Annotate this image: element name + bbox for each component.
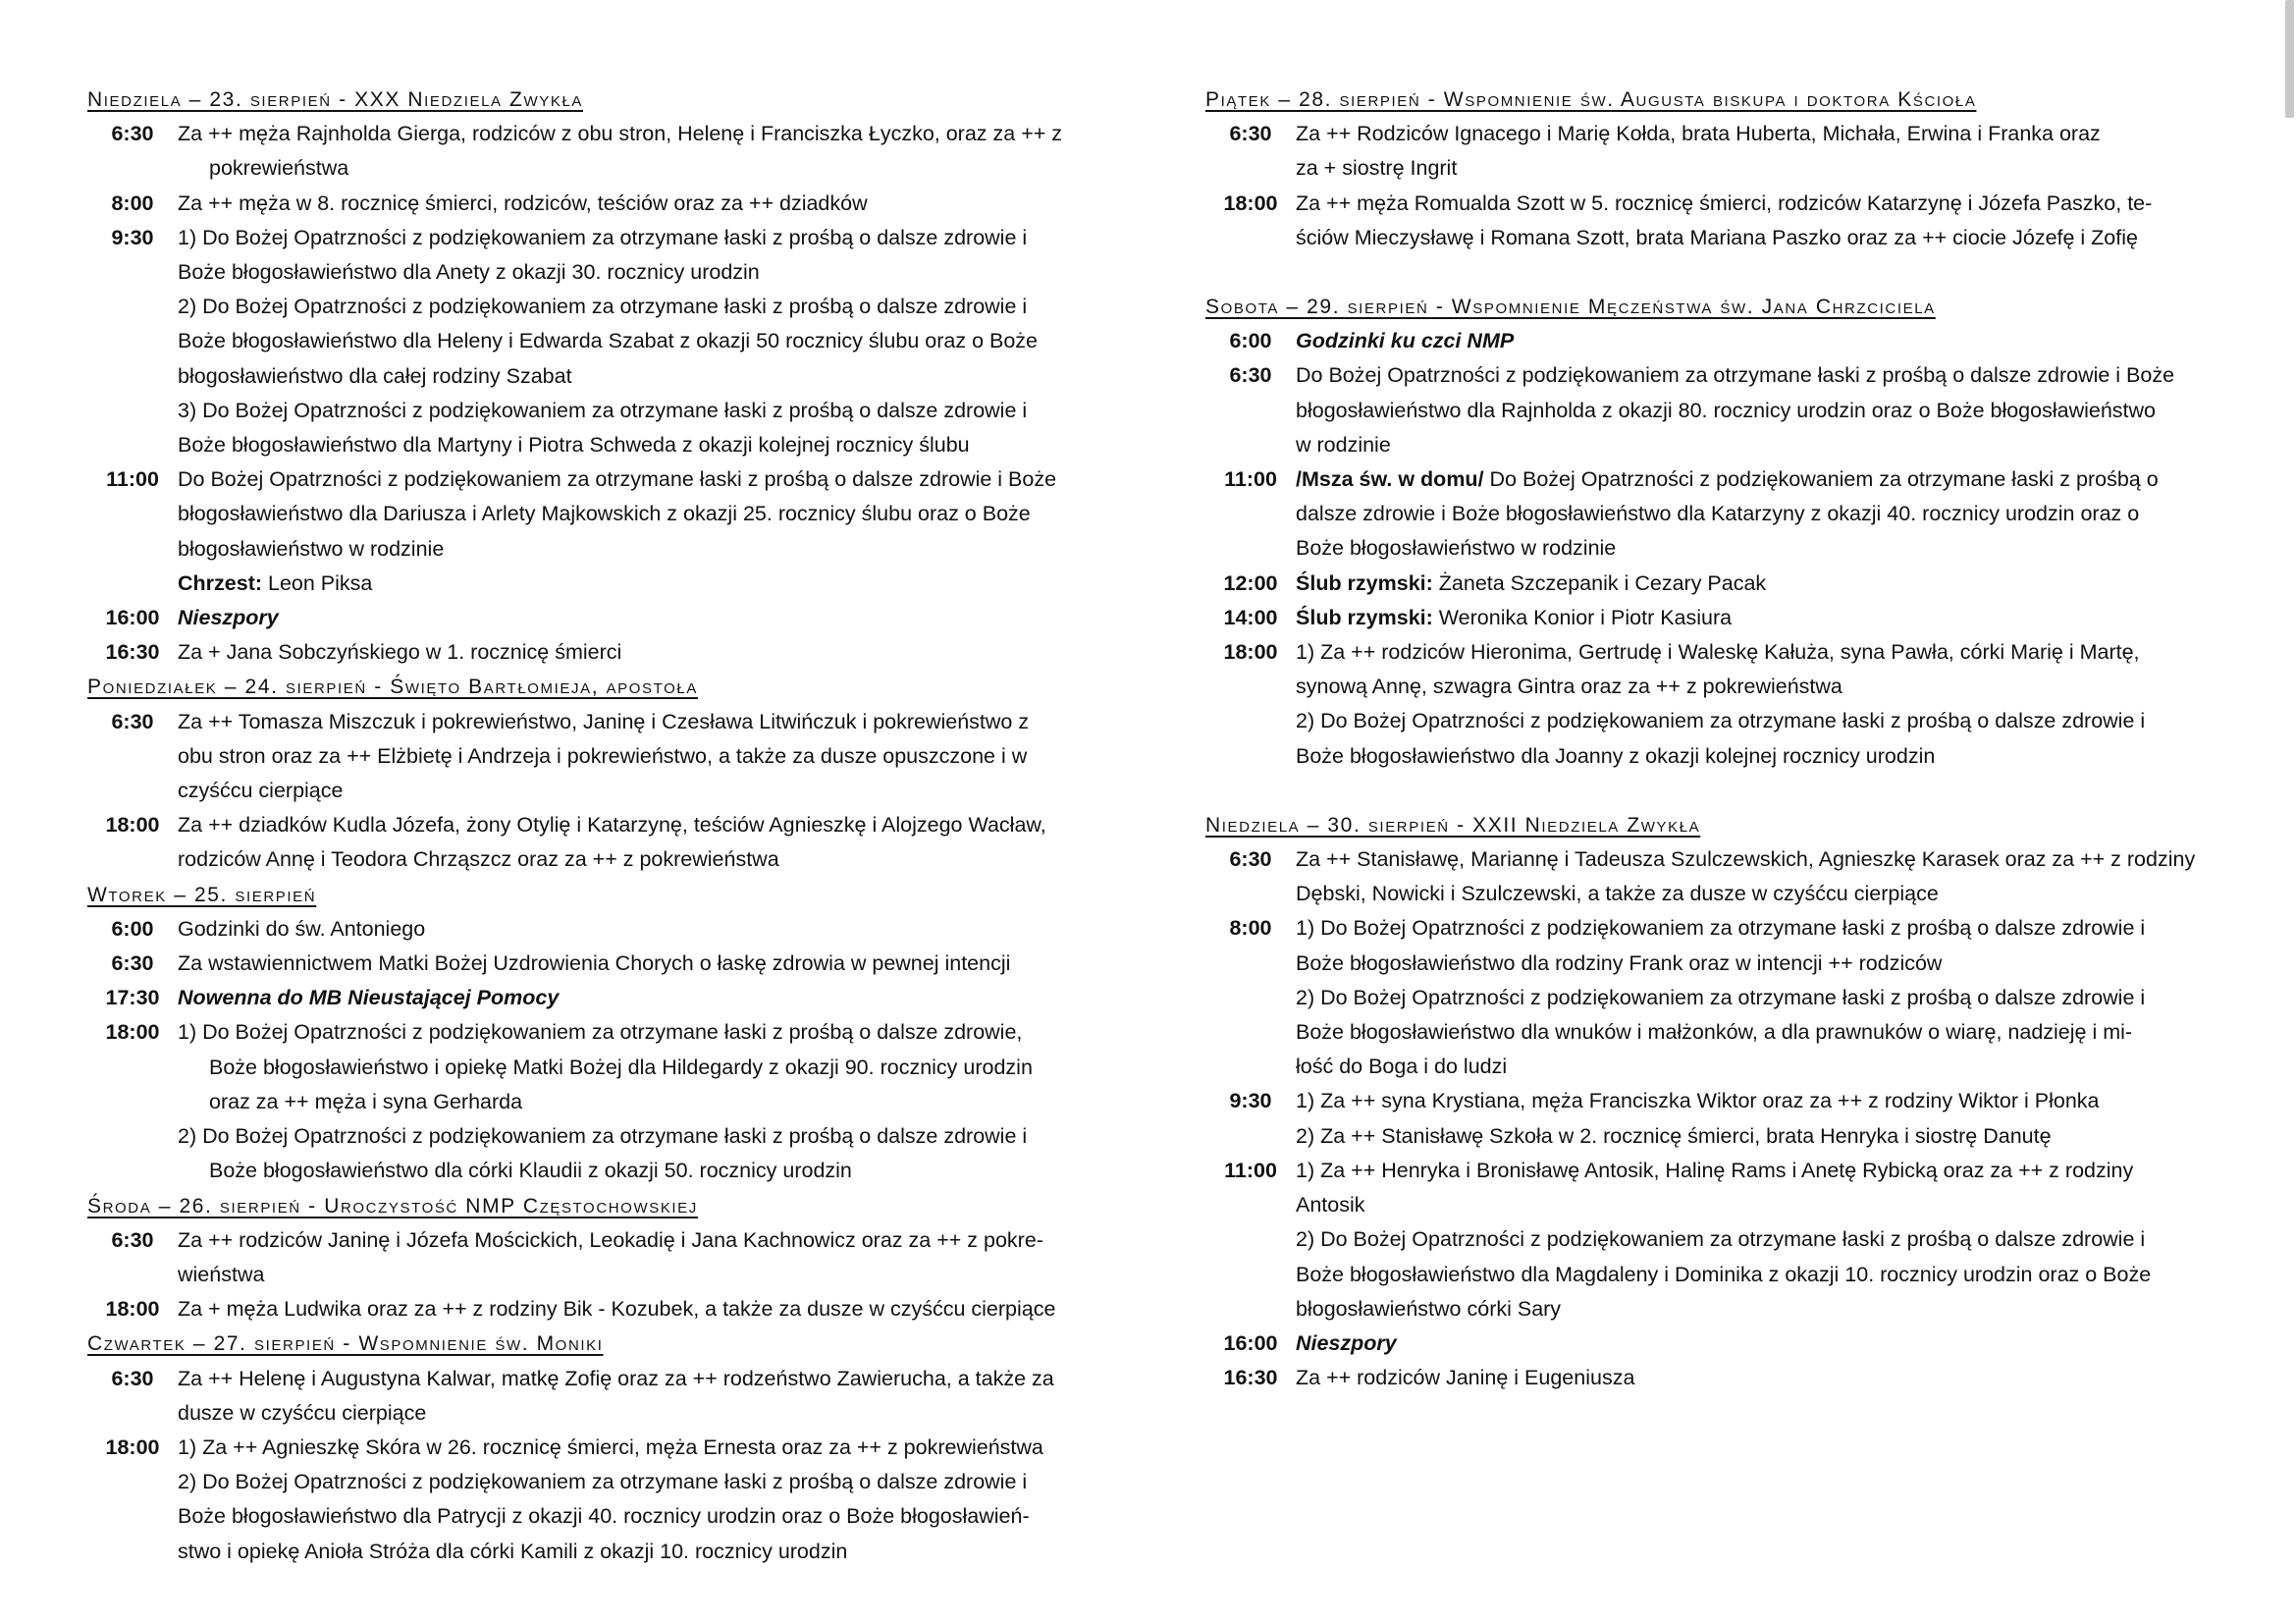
mass-entry [1205, 635, 2222, 774]
line-text: Za wstawiennictwem Matki Bożej Uzdrowienia Chorych o łaskę zdrowia w pewnej intencji [178, 951, 1011, 976]
mass-entry [87, 1292, 1104, 1326]
intention-line [1296, 1050, 2222, 1084]
mass-intention [1296, 1154, 2222, 1326]
intention-line [1296, 947, 2222, 981]
intention-line [178, 1499, 1104, 1534]
intention-line [178, 947, 1104, 981]
line-text: Antosik [1296, 1193, 1365, 1218]
mass-entry [87, 1431, 1104, 1569]
intention-line [178, 1119, 1104, 1154]
intention-line [1296, 911, 2222, 946]
line-text: 2) Do Bożej Opatrzności z podziękowaniem za otrzymane łaski z prośbą o dalsze zdrowie i [1296, 709, 2146, 733]
intention-line [1296, 1258, 2222, 1292]
line-text: Dębski, Nowicki i Szulczewski, a także za dusze w czyśćcu cierpiące [1296, 882, 1939, 906]
mass-intention [1296, 1361, 2222, 1395]
day-heading: Wtorek – 25. sierpień [87, 883, 317, 906]
mass-time: 8:00 [111, 190, 154, 215]
intention-line [1296, 670, 2222, 704]
emphasis-text: Nieszpory [1296, 1330, 1397, 1355]
mass-entry [1205, 1361, 2222, 1395]
intention-line [178, 1396, 1104, 1431]
emphasis-text: Nowenna do MB Nieustającej Pomocy [178, 986, 560, 1010]
intention-line [1296, 739, 2222, 774]
line-text: Za ++ Helenę i Augustyna Kalwar, matkę Zofię oraz za ++ rodzeństwo Zawierucha, a także za [178, 1366, 1054, 1390]
mass-entry [1205, 324, 2222, 358]
intention-line [178, 255, 1104, 290]
intention-line [1296, 358, 2222, 393]
emphasis-text: Ślub rzymski: [1296, 605, 1433, 629]
intention-line [1296, 324, 2222, 358]
intention-line [1296, 221, 2222, 255]
mass-time: 18:00 [1223, 640, 1278, 665]
intention-line [1296, 117, 2222, 151]
intention-line [178, 117, 1104, 151]
mass-entry [87, 1223, 1104, 1292]
day-heading: Niedziela – 30. sierpień - XXII Niedziela Zwykła [1205, 813, 1701, 837]
line-text: oraz za ++ męża i syna Gerharda [209, 1089, 523, 1113]
intention-line [1296, 704, 2222, 738]
emphasis-text: Ślub rzymski: [1296, 570, 1433, 595]
intention-line [178, 705, 1104, 739]
intention-line [178, 1362, 1104, 1396]
intention-line [178, 1051, 1104, 1085]
mass-intention [178, 912, 1104, 947]
mass-time: 6:30 [111, 122, 154, 146]
mass-intention [178, 981, 1104, 1015]
intention-line [178, 151, 1104, 186]
line-text: 1) Do Bożej Opatrzności z podziękowaniem za otrzymane łaski z prośbą o dalsze zdrowie, [178, 1020, 1023, 1045]
mass-time: 18:00 [105, 813, 160, 838]
mass-time: 11:00 [1224, 467, 1277, 492]
intention-line [1296, 1188, 2222, 1222]
line-text: pokrewieństwa [209, 156, 349, 181]
intention-line [178, 532, 1104, 567]
line-text: 2) Do Bożej Opatrzności z podziękowaniem za otrzymane łaski z prośbą o dalsze zdrowie i [178, 1470, 1028, 1494]
line-text: 2) Do Bożej Opatrzności z podziękowaniem za otrzymane łaski z prośbą o dalsze zdrowie i [178, 1124, 1028, 1149]
mass-entry [87, 1015, 1104, 1188]
mass-entry [87, 808, 1104, 877]
section-gap [1205, 774, 2222, 808]
intention-line [178, 808, 1104, 842]
intention-line [1296, 842, 2222, 877]
mass-time: 16:30 [1223, 1366, 1278, 1390]
mass-entry [87, 462, 1104, 601]
line-text: Boże błogosławieństwo w rodzinie [1296, 536, 1617, 561]
line-text: 1) Za ++ Agnieszkę Skóra w 26. rocznicę śmierci, męża Ernesta oraz za ++ z pokrewieństwa [178, 1435, 1043, 1459]
day-heading: Niedziela – 23. sierpień - XXX Niedziela Zwykła [87, 88, 583, 111]
line-text: Boże błogosławieństwo dla córki Klaudii z okazji 50. rocznicy urodzin [209, 1159, 852, 1183]
mass-entry [1205, 117, 2222, 186]
intention-line [1296, 601, 2222, 635]
mass-intention [178, 601, 1104, 635]
mass-intention [178, 1015, 1104, 1188]
intention-line [178, 1015, 1104, 1050]
intention-line [178, 359, 1104, 394]
intention-line [178, 1154, 1104, 1188]
line-text: stwo i opiekę Anioła Stróża dla córki Kamili z okazji 10. rocznicy urodzin [178, 1539, 848, 1563]
mass-intention [1296, 187, 2222, 255]
intention-line [178, 912, 1104, 947]
mass-intention [178, 117, 1104, 186]
intention-line [178, 394, 1104, 428]
line-text: Do Bożej Opatrzności z podziękowaniem za otrzymane łaski z prośbą o dalsze zdrowie i Boże [178, 467, 1057, 492]
mass-entry [87, 187, 1104, 221]
mass-time: 18:00 [1223, 190, 1278, 215]
mass-time: 6:30 [111, 951, 154, 976]
intention-line [178, 1431, 1104, 1465]
line-text: 2) Za ++ Stanisławę Szkoła w 2. rocznicę śmierci, brata Henryka i siostrę Danutę [1296, 1123, 2052, 1148]
line-text: Boże błogosławieństwo dla Joanny z okazji kolejnej rocznicy urodzin [1296, 743, 1936, 768]
mass-entry [87, 117, 1104, 186]
line-text: Za ++ Rodziców Ignacego i Marię Kołda, brata Huberta, Michała, Erwina i Franka oraz [1296, 122, 2101, 146]
intention-line [178, 221, 1104, 255]
intention-line [1296, 1154, 2222, 1188]
emphasis-text: Chrzest: [178, 570, 263, 595]
mass-intention [1296, 635, 2222, 774]
intention-line [178, 601, 1104, 635]
line-text: Za ++ rodziców Janinę i Józefa Mościckich, Leokadię i Jana Kachnowicz oraz za ++ z pokre- [178, 1227, 1043, 1252]
mass-time: 6:00 [1229, 329, 1272, 353]
intention-line [1296, 151, 2222, 186]
mass-entry [1205, 1326, 2222, 1361]
mass-intention [1296, 117, 2222, 186]
intention-line [1296, 428, 2222, 462]
line-text: ściów Mieczysławę i Romana Szott, brata Mariana Paszko oraz za ++ ciocie Józefę i Zofię [1296, 225, 2138, 249]
mass-intention [178, 947, 1104, 981]
mass-entry [1205, 911, 2222, 1084]
line-text: Boże błogosławieństwo dla Anety z okazji 30. rocznicy urodzin [178, 260, 760, 285]
mass-entry [87, 981, 1104, 1015]
line-text: Leon Piksa [262, 570, 373, 595]
intention-line [178, 187, 1104, 221]
line-text: Za ++ Stanisławę, Mariannę i Tadeusza Szulczewskich, Agnieszkę Karasek oraz za ++ z rodziny [1296, 847, 2196, 872]
intention-line [1296, 1015, 2222, 1050]
mass-intention [1296, 358, 2222, 462]
section-gap [1205, 255, 2222, 290]
day-heading: Piątek – 28. sierpień - Wspomnienie św. Augusta biskupa i doktora Kścioła [1205, 88, 1977, 111]
mass-entry [87, 635, 1104, 670]
intention-line [178, 497, 1104, 531]
mass-intention [1296, 601, 2222, 635]
mass-intention [178, 462, 1104, 601]
mass-intention [1296, 567, 2222, 601]
mass-time: 6:30 [1229, 847, 1272, 872]
day-heading: Czwartek – 27. sierpień - Wspomnienie św. Moniki [87, 1332, 604, 1356]
mass-time: 11:00 [106, 467, 159, 492]
intention-line [178, 428, 1104, 462]
intention-line [1296, 1119, 2222, 1154]
line-text: Boże błogosławieństwo dla Heleny i Edwarda Szabat z okazji 50 rocznicy ślubu oraz o Boże [178, 329, 1038, 353]
intention-line [1296, 1361, 2222, 1395]
mass-time: 16:30 [105, 640, 160, 665]
mass-intention [178, 1292, 1104, 1326]
line-text: za + siostrę Ingrit [1296, 156, 1458, 181]
mass-entry [1205, 187, 2222, 255]
mass-time: 16:00 [1223, 1330, 1278, 1355]
line-text: 2) Do Bożej Opatrzności z podziękowaniem za otrzymane łaski z prośbą o dalsze zdrowie i [178, 295, 1028, 319]
mass-time: 11:00 [1224, 1158, 1277, 1182]
line-text: Za + Jana Sobczyńskiego w 1. rocznicę śmierci [178, 640, 622, 665]
mass-entry [87, 1362, 1104, 1431]
line-text: Boże błogosławieństwo dla rodziny Frank oraz w intencji ++ rodziców [1296, 950, 1943, 975]
line-text: błogosławieństwo dla całej rodziny Szabat [178, 363, 572, 388]
line-text: Za ++ męża Rajnholda Gierga, rodziców z obu stron, Helenę i Franciszka Łyczko, oraz za ++ z [178, 122, 1063, 146]
mass-entry [87, 601, 1104, 635]
day-heading: Poniedziałek – 24. sierpień - Święto Bartłomieja, apostoła [87, 676, 698, 699]
line-text: 1) Za ++ Henryka i Bronisławę Antosik, Halinę Rams i Anetę Rybicką oraz za ++ z rodziny [1296, 1158, 2134, 1182]
line-text: w rodzinie [1296, 432, 1391, 457]
intention-line [178, 635, 1104, 670]
scrollbar-thumb[interactable] [2285, 0, 2294, 118]
intention-line [1296, 635, 2222, 670]
line-text: 1) Do Bożej Opatrzności z podziękowaniem za otrzymane łaski z prośbą o dalsze zdrowie i [178, 225, 1028, 249]
line-text: Za + męża Ludwika oraz za ++ z rodziny Bik - Kozubek, a także za dusze w czyśćcu cierpiące [178, 1297, 1056, 1322]
intention-line [178, 981, 1104, 1015]
mass-intention [178, 187, 1104, 221]
intention-line [178, 290, 1104, 324]
line-text: wieństwa [178, 1262, 265, 1286]
mass-entry [1205, 567, 2222, 601]
mass-entry [87, 912, 1104, 947]
mass-entry [87, 705, 1104, 809]
line-text: Żaneta Szczepanik i Cezary Pacak [1432, 570, 1767, 595]
mass-entry [87, 947, 1104, 981]
line-text: synową Annę, szwagra Gintra oraz za ++ z pokrewieństwa [1296, 675, 1842, 699]
mass-time: 6:30 [111, 709, 154, 733]
intention-line [1296, 981, 2222, 1015]
line-text: łość do Boga i do ludzi [1296, 1055, 1508, 1079]
mass-intention [1296, 911, 2222, 1084]
intention-line [178, 739, 1104, 774]
mass-time: 6:30 [1229, 122, 1272, 146]
intention-line [1296, 1222, 2222, 1257]
mass-time: 18:00 [105, 1297, 160, 1322]
mass-intention [178, 705, 1104, 809]
line-text: dalsze zdrowie i Boże błogosławieństwo dla Katarzyny z okazji 40. rocznicy urodzin oraz o [1296, 502, 2140, 526]
line-text: Boże błogosławieństwo dla Martyny i Piotra Schweda z okazji kolejnej rocznicy ślubu [178, 433, 970, 458]
intention-line [178, 462, 1104, 497]
mass-time: 18:00 [105, 1435, 160, 1459]
line-text: obu stron oraz za ++ Elżbietę i Andrzeja i pokrewieństwo, a także za dusze opuszczone i w [178, 743, 1028, 768]
mass-intention [178, 1431, 1104, 1569]
right-column [1205, 82, 2222, 1395]
intention-line [178, 1258, 1104, 1292]
mass-time: 12:00 [1223, 570, 1278, 595]
line-text: Weronika Konior i Piotr Kasiura [1432, 605, 1733, 629]
mass-time: 9:30 [111, 225, 154, 249]
line-text: czyśćcu cierpiące [178, 779, 344, 803]
intention-line [1296, 531, 2222, 566]
emphasis-text: Nieszpory [178, 606, 279, 630]
mass-time: 18:00 [105, 1020, 160, 1045]
line-text: Za ++ Tomasza Miszczuk i pokrewieństwo, Janinę i Czesława Litwińczuk i pokrewieństwo z [178, 709, 1030, 733]
line-text: Za ++ rodziców Janinę i Eugeniusza [1296, 1366, 1635, 1390]
mass-entry [1205, 462, 2222, 567]
mass-entry [1205, 842, 2222, 911]
day-heading: Sobota – 29. sierpień - Wspomnienie Męczeństwa św. Jana Chrzciciela [1205, 296, 1936, 319]
line-text: błogosławieństwo w rodzinie [178, 536, 445, 561]
line-text: 1) Za ++ syna Krystiana, męża Franciszka Wiktor oraz za ++ z rodziny Wiktor i Płonka [1296, 1089, 2100, 1113]
mass-entry [1205, 1154, 2222, 1326]
intention-line [1296, 877, 2222, 911]
line-text: Do Bożej Opatrzności z podziękowaniem za otrzymane łaski z prośbą o [1483, 467, 2159, 492]
mass-intention [1296, 1084, 2222, 1153]
line-text: Za ++ dziadków Kudla Józefa, żony Otylię i Katarzynę, teściów Agnieszkę i Alojzego Wacław, [178, 813, 1046, 838]
line-text: 1) Do Bożej Opatrzności z podziękowaniem za otrzymane łaski z prośbą o dalsze zdrowie i [1296, 916, 2146, 941]
line-text: Za ++ męża w 8. rocznicę śmierci, rodziców, teściów oraz za ++ dziadków [178, 190, 868, 215]
intention-line [178, 1223, 1104, 1258]
mass-intention [178, 808, 1104, 877]
mass-intention [178, 1223, 1104, 1292]
intention-line [178, 1085, 1104, 1119]
line-text: Boże błogosławieństwo dla Patrycji z okazji 40. rocznicy urodzin oraz o Boże błogosławień- [178, 1504, 1030, 1529]
mass-time: 8:00 [1229, 916, 1272, 941]
emphasis-text: /Msza św. w domu/ [1296, 467, 1484, 492]
line-text: dusze w czyśćcu cierpiące [178, 1400, 427, 1425]
mass-time: 6:30 [111, 1366, 154, 1390]
line-text: błogosławieństwo córki Sary [1296, 1296, 1562, 1321]
line-text: 1) Za ++ rodziców Hieronima, Gertrudę i Waleskę Kałuża, syna Pawła, córki Marię i Martę, [1296, 640, 2140, 665]
intention-line [178, 324, 1104, 358]
mass-entry [1205, 601, 2222, 635]
mass-intention [1296, 324, 2222, 358]
mass-entry [1205, 1084, 2222, 1153]
intention-line [178, 567, 1104, 601]
intention-line [1296, 187, 2222, 221]
mass-intention [1296, 842, 2222, 911]
mass-time: 17:30 [105, 986, 160, 1010]
mass-entry [1205, 358, 2222, 462]
mass-intention [178, 221, 1104, 462]
line-text: rodziców Annę i Teodora Chrząszcz oraz za ++ z pokrewieństwa [178, 847, 779, 872]
line-text: 2) Do Bożej Opatrzności z podziękowaniem za otrzymane łaski z prośbą o dalsze zdrowie i [1296, 985, 2146, 1009]
intention-line [178, 774, 1104, 808]
line-text: Boże błogosławieństwo i opiekę Matki Bożej dla Hildegardy z okazji 90. rocznicy urodzin [209, 1055, 1033, 1079]
mass-time: 16:00 [105, 606, 160, 630]
line-text: błogosławieństwo dla Rajnholda z okazji 80. rocznicy urodzin oraz o Boże błogosławieństwo [1296, 398, 2157, 422]
intention-line [1296, 1326, 2222, 1361]
line-text: Godzinki do św. Antoniego [178, 916, 426, 941]
mass-intention [178, 635, 1104, 670]
mass-time: 6:30 [1229, 363, 1272, 388]
mass-time: 14:00 [1223, 605, 1278, 629]
intention-line [1296, 462, 2222, 497]
mass-intention [1296, 1326, 2222, 1361]
intention-line [178, 1535, 1104, 1569]
intention-line [1296, 497, 2222, 531]
intention-line [1296, 394, 2222, 428]
intention-line [178, 1465, 1104, 1499]
intention-line [178, 842, 1104, 877]
mass-time: 6:00 [111, 916, 154, 941]
mass-intention [178, 1362, 1104, 1431]
left-column [87, 82, 1104, 1569]
line-text: Za ++ męża Romualda Szott w 5. rocznicę śmierci, rodziców Katarzynę i Józefa Paszko, te- [1296, 190, 2153, 215]
line-text: błogosławieństwo dla Dariusza i Arlety Majkowskich z okazji 25. rocznicy ślubu oraz o Boże [178, 502, 1031, 526]
intention-line [178, 1292, 1104, 1326]
line-text: Boże błogosławieństwo dla wnuków i małżonków, a dla prawnuków o wiarę, nadzieję i mi- [1296, 1020, 2133, 1045]
intention-line [1296, 1084, 2222, 1118]
line-text: Boże błogosławieństwo dla Magdaleny i Dominika z okazji 10. rocznicy urodzin oraz o Boże [1296, 1262, 2152, 1286]
line-text: 2) Do Bożej Opatrzności z podziękowaniem za otrzymane łaski z prośbą o dalsze zdrowie i [1296, 1227, 2146, 1252]
line-text: Do Bożej Opatrzności z podziękowaniem za otrzymane łaski z prośbą o dalsze zdrowie i Boże [1296, 363, 2175, 388]
mass-entry [87, 221, 1104, 462]
mass-time: 6:30 [111, 1227, 154, 1252]
intention-line [1296, 567, 2222, 601]
emphasis-text: Godzinki ku czci NMP [1296, 329, 1515, 353]
mass-intention [1296, 462, 2222, 567]
line-text: 3) Do Bożej Opatrzności z podziękowaniem za otrzymane łaski z prośbą o dalsze zdrowie i [178, 398, 1028, 422]
day-heading: Środa – 26. sierpień - Uroczystość NMP Częstochowskiej [87, 1194, 698, 1218]
mass-time: 9:30 [1229, 1089, 1272, 1113]
intention-line [1296, 1292, 2222, 1326]
vertical-scrollbar[interactable] [2282, 0, 2296, 1624]
